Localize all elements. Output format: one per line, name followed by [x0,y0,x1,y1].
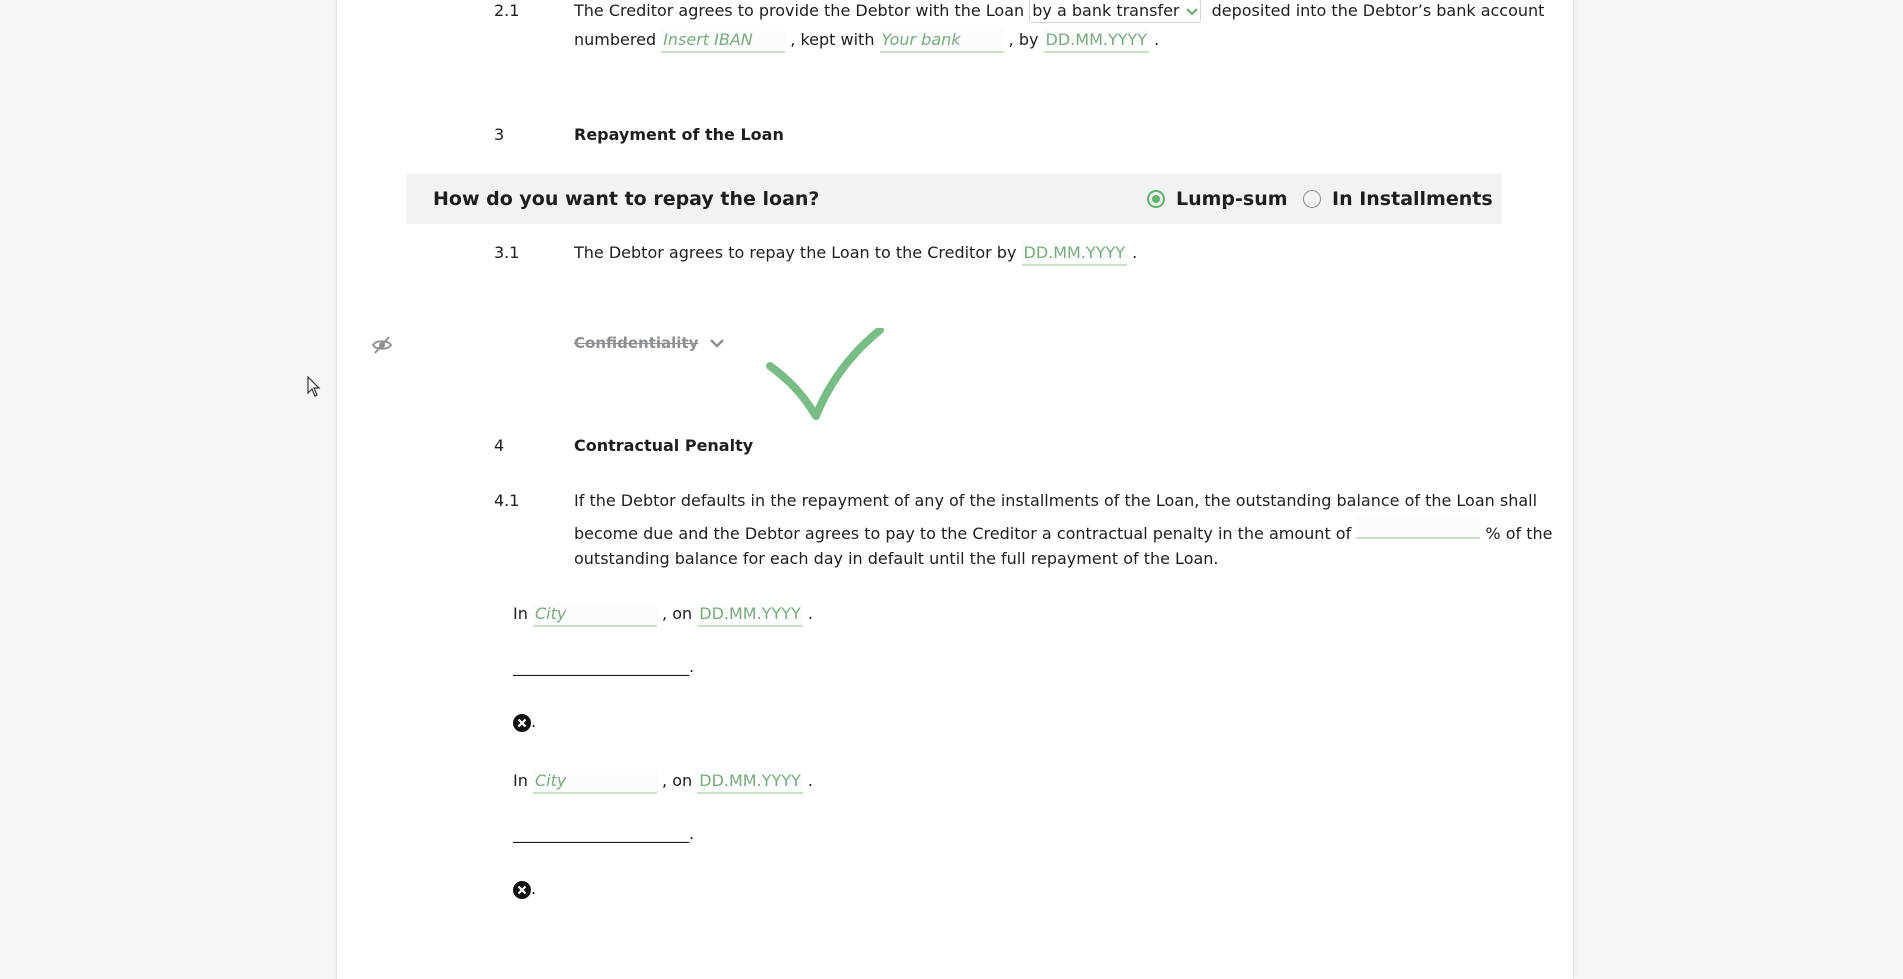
text: . [807,771,813,790]
text: . [807,604,813,623]
radio-selected-icon [1147,190,1165,208]
repayment-question-band [407,174,1502,224]
text: , on [662,604,693,623]
text: In [513,771,528,790]
clear-x-icon[interactable] [513,714,531,732]
city-input[interactable]: City [533,770,657,794]
text: , by [1008,30,1039,49]
text: . [1132,243,1138,262]
confidentiality-label: Confidentiality [574,334,699,352]
text: . [531,879,537,898]
radio-unselected-icon [1303,190,1321,208]
text: In [513,604,528,623]
text: % of the [1485,524,1553,543]
chevron-down-icon [1186,6,1196,16]
text: The Creditor agrees to provide the Debtor with the Loan [574,1,1025,20]
radio-lump-sum-label: Lump-sum [1176,188,1288,210]
radio-installments-label: In Installments [1332,188,1493,210]
penalty-percent-input[interactable] [1356,515,1480,539]
party-1-name [513,712,536,732]
payment-method-dropdown[interactable] [1029,0,1200,23]
city-input[interactable]: City [533,603,657,627]
section-4-title: Contractual Penalty [574,436,754,455]
text: , kept with [790,30,875,49]
section-4-1-line-3: outstanding balance for each day in default until the full repayment of the Loan. [574,549,1219,568]
section-3-title: Repayment of the Loan [574,125,784,144]
text: . [1154,30,1160,49]
section-number-2-1: 2.1 [494,1,520,20]
text: deposited into the Debtor’s bank account [1211,1,1545,20]
section-number-4-1: 4.1 [494,491,520,510]
signature-line-2: ______________________. [513,824,695,843]
section-number-4: 4 [494,436,505,455]
repayment-date-input[interactable]: DD.MM.YYYY [1022,242,1128,266]
section-4-1-line-1: If the Debtor defaults in the repayment of any of the installments of the Loan, the outstanding balance of the Loan shall [574,491,1538,510]
signature-place-date-2 [513,766,813,795]
confidentiality-collapsed-section[interactable] [574,334,724,352]
iban-input[interactable]: Insert IBAN [661,29,785,53]
section-3-1-text [574,238,1137,267]
section-number-3-1: 3.1 [494,243,520,262]
radio-installments[interactable] [1303,174,1493,224]
party-2-name [513,879,536,899]
text: , on [662,771,693,790]
signature-place-date-1 [513,599,813,628]
signature-date-input[interactable]: DD.MM.YYYY [697,603,803,627]
chevron-down-icon [710,334,724,352]
section-2-1-line-1 [574,0,1544,25]
signature-line-1: ______________________. [513,657,695,676]
text: become due and the Debtor agrees to pay to the Creditor a contractual penalty in the amount of [574,524,1352,543]
mouse-cursor-icon [307,376,321,398]
radio-lump-sum[interactable] [1147,174,1288,224]
payment-method-value: by a bank transfer [1032,1,1180,20]
eye-slash-icon[interactable] [371,334,393,356]
section-2-1-line-2 [574,25,1159,54]
text: numbered [574,30,657,49]
transfer-date-input[interactable]: DD.MM.YYYY [1044,29,1150,53]
text: . [531,712,537,731]
clear-x-icon[interactable] [513,881,531,899]
bank-input[interactable]: Your bank [880,29,1004,53]
section-number-3: 3 [494,125,505,144]
checkmark-icon [766,328,886,428]
repayment-question: How do you want to repay the loan? [433,188,820,210]
signature-date-input[interactable]: DD.MM.YYYY [697,770,803,794]
text: The Debtor agrees to repay the Loan to the Creditor by [574,243,1017,262]
